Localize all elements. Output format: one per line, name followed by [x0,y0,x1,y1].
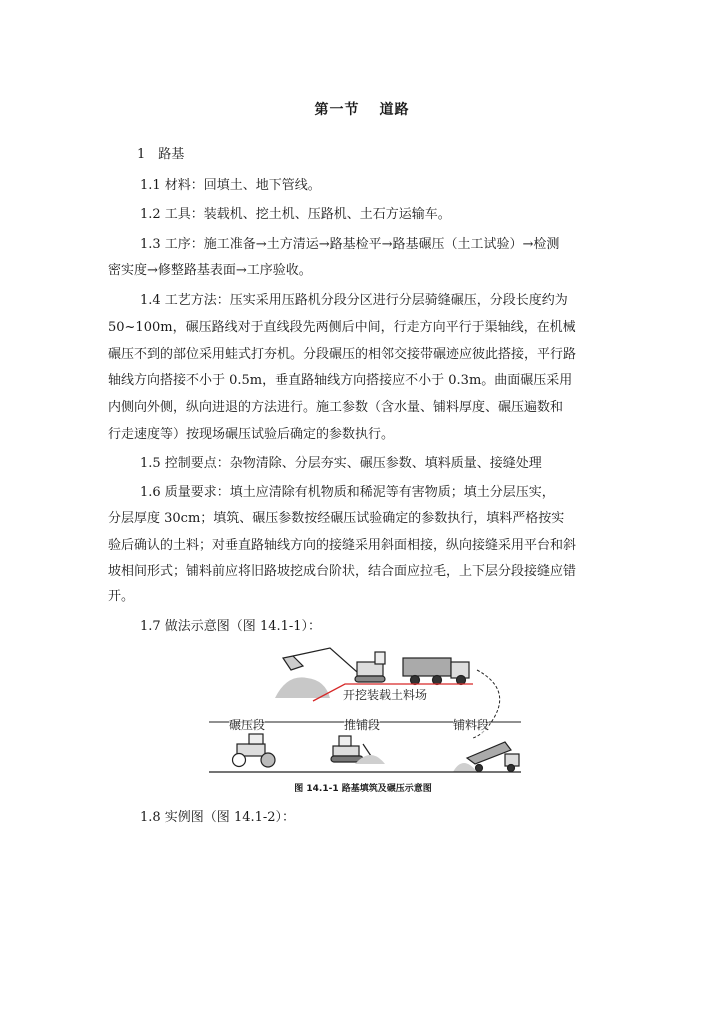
section-number: 第一节 [314,102,360,118]
label-spreading-section: 推铺段 [344,718,381,732]
paragraph-tools: 1.2 工具：装载机、挖土机、压路机、土石方运输车。 [140,207,451,222]
paragraph-method-line-2: 50~100m，碾压路线对于直线段先两侧后中间，行走方向平行于渠轴线，在机械 [108,320,576,335]
paragraph-quality-line-4: 坡相间形式；铺料前应将旧路坡挖成台阶状，结合面应拉毛，上下层分段接缝应错 [108,564,577,579]
paragraph-control-points: 1.5 控制要点：杂物清除、分层夯实、碾压参数、填料质量、接缝处理 [140,456,542,471]
section-title [0,99,724,119]
paragraph-materials: 1.1 材料：回填土、地下管线。 [140,178,321,193]
figure-caption: 图 14.1-1 路基填筑及碾压示意图 [294,784,432,794]
paragraph-process-line-2: 密实度→修整路基表面→工序验收。 [108,263,312,278]
tipping-truck-icon [467,742,519,772]
dump-truck-icon [403,658,469,685]
paragraph-method-line-3: 碾压不到的部位采用蛙式打夯机。分段碾压的相邻交接带碾迹应彼此搭接，平行路 [108,347,577,362]
paragraph-method-line-5: 内侧向外侧，纵向进退的方法进行。施工参数（含水量、铺料厚度、碾压遍数和 [108,400,564,415]
excavator-icon [283,648,385,682]
paragraph-quality-line-3: 验后确认的土料；对垂直路轴线方向的接缝采用斜面相接，纵向接缝采用平台和斜 [108,538,577,553]
section-name: 道路 [379,102,410,118]
paragraph-quality-line-2: 分层厚度 30cm；填筑、碾压参数按经碾压试验确定的参数执行，填料严格按实 [108,511,565,526]
heading-subgrade: 1 路基 [137,147,185,162]
dumped-soil-icon [453,763,477,772]
soil-pile-icon [275,677,330,698]
label-placing-section: 铺料段 [453,718,490,732]
paragraph-example-ref: 1.8 实例图（图 14.1-2）： [140,810,296,825]
paragraph-figure-ref: 1.7 做法示意图（图 14.1-1）： [140,619,322,634]
roller-icon [233,734,276,767]
paragraph-method-line-1: 1.4 工艺方法：压实采用压路机分段分区进行分层骑缝碾压，分段长度约为 [140,293,568,308]
construction-diagram [205,646,521,796]
label-compaction-section: 碾压段 [229,718,266,732]
paragraph-method-line-4: 轴线方向搭接不小于 0.5m，垂直路轴线方向搭接应不小于 0.3m。曲面碾压采用 [108,373,573,388]
paragraph-quality-line-1: 1.6 质量要求：填土应清除有机物质和稀泥等有害物质；填土分层压实， [140,485,555,500]
paragraph-process-line-1: 1.3 工序：施工准备→土方清运→路基检平→路基碾压（土工试验）→检测 [140,237,560,252]
paragraph-method-line-6: 行走速度等）按现场碾压试验后确定的参数执行。 [108,427,395,442]
paragraph-quality-line-5: 开。 [108,589,135,604]
diagram-drawing [205,646,521,781]
label-borrow-pit: 开挖装载土料场 [343,688,428,702]
